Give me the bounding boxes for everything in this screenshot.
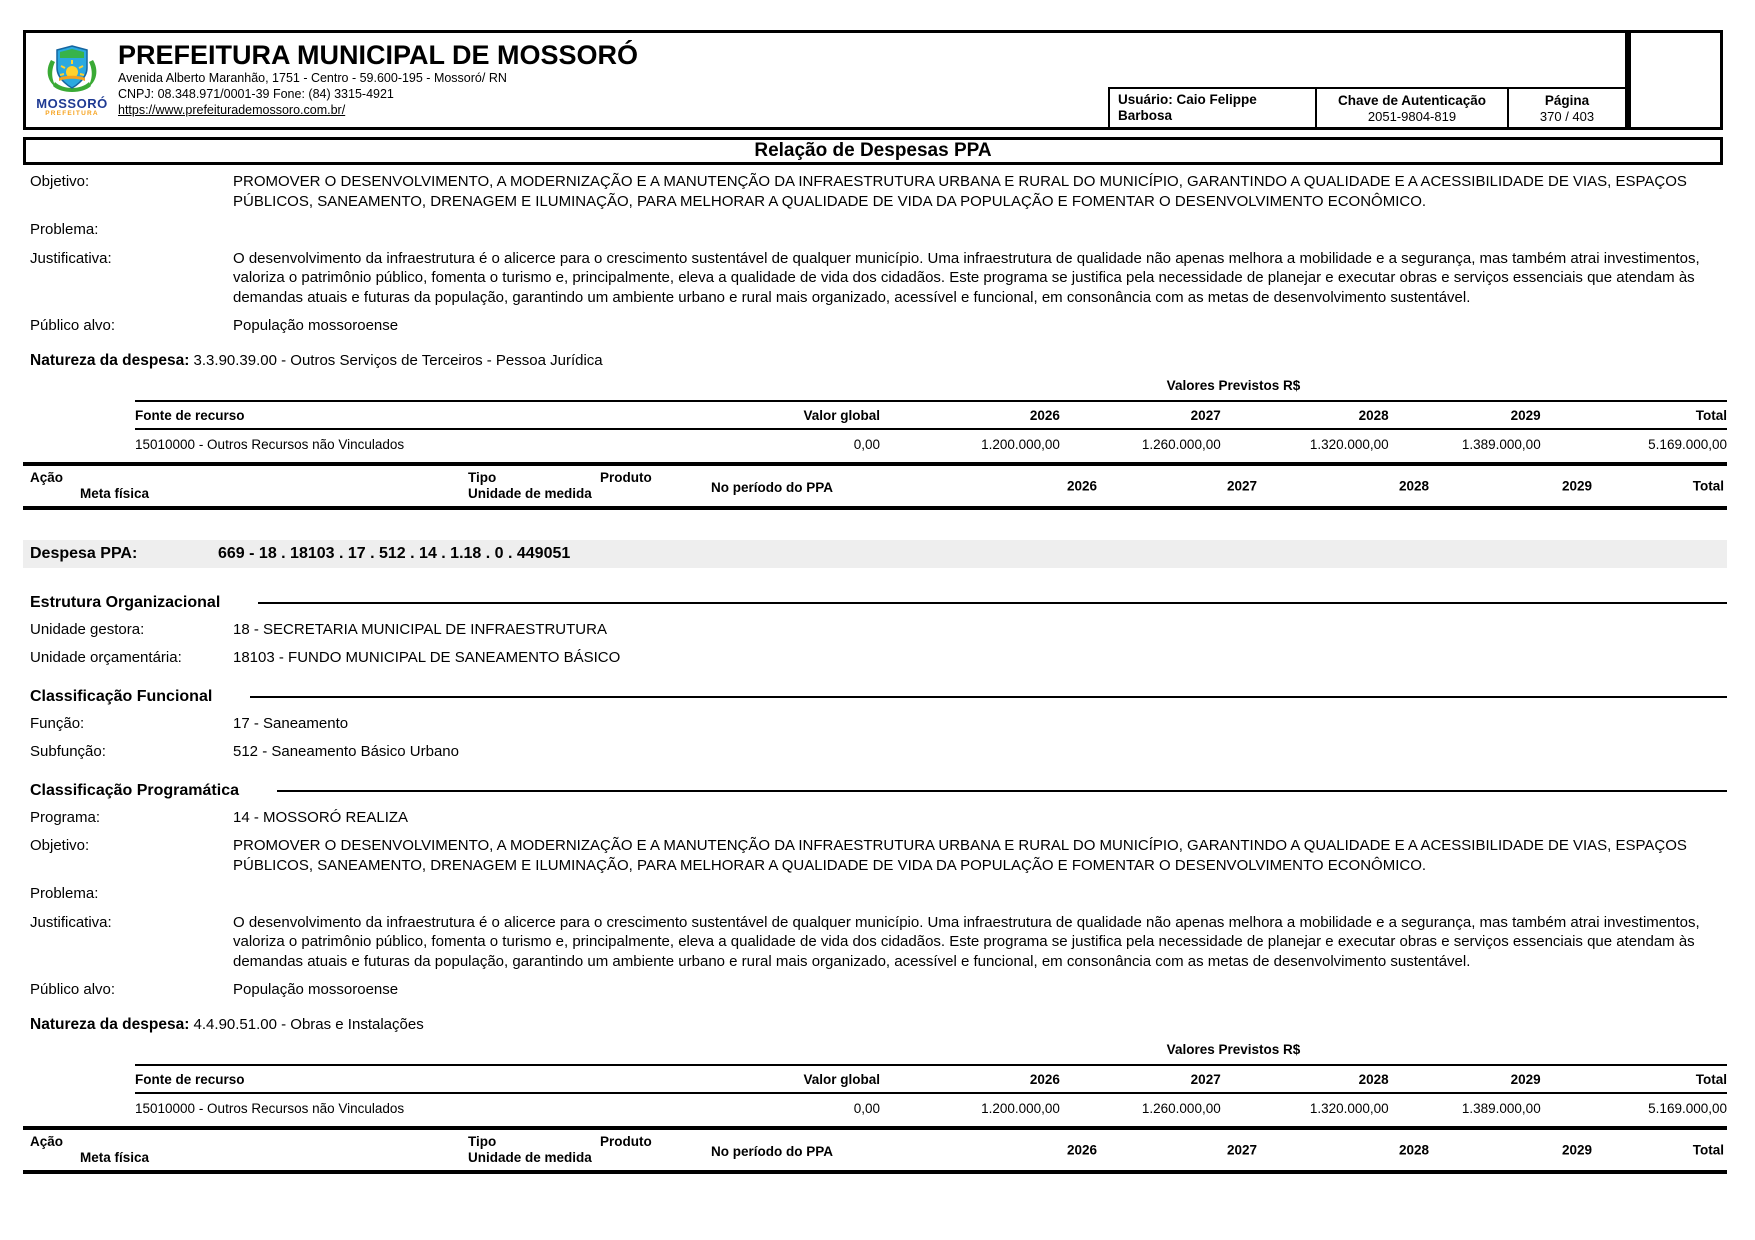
produto-label: Produto (600, 1133, 652, 1149)
funcao-label: Função: (30, 714, 85, 732)
objetivo-row (30, 172, 1703, 211)
user-cell (1108, 87, 1315, 127)
programa-value: 14 - MOSSORÓ REALIZA (233, 808, 409, 826)
objetivo-row-2 (30, 836, 1703, 875)
acao-year-2029: 2029 (1561, 1142, 1593, 1157)
justificativa-row (30, 249, 1703, 308)
cell-valor-global: 0,00 (853, 436, 881, 452)
valores-header-row (135, 401, 1727, 429)
cell-2028: 1.320.000,00 (1309, 1100, 1389, 1116)
table-row (135, 1093, 1727, 1124)
justificativa-value: O desenvolvimento da infraestrutura é o alicerce para o crescimento sustentável de qualquer município. Uma infraestrutura de qualidade não apenas melhora a mobilidade e a segurança, mas também atrai investimentos, valoriza o patrimônio público, fomenta o turismo e, principalmente, eleva a qualidade de vida dos cidadãos. Este programa se justifica pela necessidade de planejar e executar obras e serviços essenciais que atendam às demandas atuais e futuras da população, garantindo um ambiente urbano e rural mais organizado, acessível e funcional, em consonância com as metas de desenvolvimento sustentável. (233, 249, 1700, 306)
report-title-bar (23, 137, 1723, 165)
justificativa-label: Justificativa: (30, 913, 112, 931)
objetivo-value: PROMOVER O DESENVOLVIMENTO, A MODERNIZAÇÃO E A MANUTENÇÃO DA INFRAESTRUTURA URBANA E RURAL DO MUNICÍPIO, GARANTINDO A QUALIDADE E A ACESSIBILIDADE DE VIAS, ESPAÇOS PÚBLICOS, SANEAMENTO, DRENAGEM E ILUMINAÇÃO, PARA MELHORAR A QUALIDADE DE VIDA DA POPULAÇÃO E FOMENTAR O DESENVOLVIMENTO ECONÔMICO. (233, 837, 1687, 874)
programa-row (30, 808, 1703, 828)
cell-2026: 1.200.000,00 (981, 436, 1060, 452)
logo-subtitle-text: PREFEITURA (45, 110, 99, 117)
auth-key-label: Chave de Autenticação (1337, 92, 1487, 108)
cell-2027: 1.260.000,00 (1141, 1100, 1221, 1116)
org-name: PREFEITURA MUNICIPAL DE MOSSORÓ (118, 40, 639, 70)
acao-year-2028: 2028 (1398, 1142, 1430, 1157)
report-body (0, 172, 1755, 1174)
col-header-2026: 2026 (1029, 407, 1060, 423)
acao-year-2026: 2026 (1066, 1142, 1098, 1157)
section-programatica-title: Classificação Programática (30, 781, 239, 799)
cell-2026: 1.200.000,00 (981, 1100, 1060, 1116)
publico-alvo-row (30, 316, 1703, 336)
header-empty-box (1628, 30, 1723, 130)
section-rule (250, 696, 1727, 698)
auth-key-value: 2051-9804-819 (1367, 108, 1457, 124)
report-title: Relação de Despesas PPA (754, 140, 992, 161)
cell-2029: 1.389.000,00 (1461, 1100, 1541, 1116)
subfuncao-value: 512 - Saneamento Básico Urbano (233, 743, 459, 760)
header-box (23, 30, 1628, 130)
auth-key-cell (1315, 87, 1507, 127)
cell-2027: 1.260.000,00 (1141, 436, 1221, 452)
cell-2029: 1.389.000,00 (1461, 436, 1541, 452)
valores-caption-1: Valores Previstos R$ (1166, 377, 1301, 393)
unidade-medida-label: Unidade de medida (468, 1149, 592, 1165)
problema-label: Problema: (30, 885, 99, 902)
acao-year-2029: 2029 (1561, 478, 1593, 493)
meta-fisica-label: Meta física (80, 485, 150, 501)
unidade-orcamentaria-label: Unidade orçamentária: (30, 649, 182, 666)
city-crest-icon (41, 44, 103, 96)
acao-total-label: Total (1692, 1142, 1724, 1157)
funcao-value: 17 - Saneamento (233, 714, 349, 732)
objetivo-label: Objetivo: (30, 173, 90, 190)
acao-year-2026: 2026 (1066, 478, 1098, 493)
city-logo (26, 33, 118, 127)
unidade-gestora-value: 18 - SECRETARIA MUNICIPAL DE INFRAESTRUTURA (233, 620, 607, 638)
objetivo-value: PROMOVER O DESENVOLVIMENTO, A MODERNIZAÇÃO E A MANUTENÇÃO DA INFRAESTRUTURA URBANA E RURAL DO MUNICÍPIO, GARANTINDO A QUALIDADE E A ACESSIBILIDADE DE VIAS, ESPAÇOS PÚBLICOS, SANEAMENTO, DRENAGEM E ILUMINAÇÃO, PARA MELHORAR A QUALIDADE DE VIDA DA POPULAÇÃO E FOMENTAR O DESENVOLVIMENTO ECONÔMICO. (233, 173, 1687, 210)
problema-row (30, 220, 1703, 240)
problema-value (233, 884, 1703, 904)
acao-year-2028: 2028 (1398, 478, 1430, 493)
natureza-despesa-1 (30, 351, 1703, 370)
acao-year-2027: 2027 (1226, 478, 1258, 493)
col-header-valor-global: Valor global (803, 1071, 881, 1087)
acao-header-1 (23, 462, 1727, 510)
valores-table-2 (135, 1041, 1727, 1124)
valores-header-row (135, 1065, 1727, 1093)
justificativa-value: O desenvolvimento da infraestrutura é o alicerce para o crescimento sustentável de qualquer município. Uma infraestrutura de qualidade não apenas melhora a mobilidade e a segurança, mas também atrai investimentos, valoriza o patrimônio público, fomenta o turismo e, principalmente, eleva a qualidade de vida dos cidadãos. Este programa se justifica pela necessidade de planejar e executar obras e serviços essenciais que atendam às demandas atuais e futuras da população, garantindo um ambiente urbano e rural mais organizado, acessível e funcional, em consonância com as metas de desenvolvimento sustentável. (233, 913, 1700, 970)
cell-total: 5.169.000,00 (1648, 436, 1727, 452)
natureza-despesa-2 (30, 1015, 1703, 1034)
acao-total-label: Total (1692, 478, 1724, 493)
page-number-value: 370 / 403 (1539, 108, 1595, 124)
produto-label: Produto (600, 469, 652, 485)
section-programatica (30, 782, 1727, 800)
col-header-valor-global: Valor global (803, 407, 881, 423)
unidade-gestora-label: Unidade gestora: (30, 620, 145, 638)
problema-label: Problema: (30, 221, 99, 238)
org-cnpj-phone: CNPJ: 08.348.971/0001-39 Fone: (84) 3315-4921 (118, 87, 394, 101)
publico-alvo-label: Público alvo: (30, 317, 116, 334)
natureza-despesa-2-value: 4.4.90.51.00 - Obras e Instalações (193, 1015, 424, 1033)
valores-table-1 (135, 377, 1727, 460)
section-rule (258, 602, 1727, 604)
col-header-2026: 2026 (1029, 1071, 1060, 1087)
page-number-cell (1507, 87, 1625, 127)
natureza-despesa-2-label: Natureza da despesa: (30, 1015, 190, 1033)
acao-header-2 (23, 1126, 1727, 1174)
page-number-label: Página (1544, 92, 1590, 108)
valores-caption-2: Valores Previstos R$ (1166, 1041, 1301, 1057)
cell-total: 5.169.000,00 (1648, 1100, 1727, 1116)
tipo-label: Tipo (468, 469, 497, 485)
tipo-label: Tipo (468, 1133, 497, 1149)
publico-alvo-value: População mossoroense (233, 981, 399, 998)
section-estrutura-title: Estrutura Organizacional (30, 593, 221, 611)
programa-label: Programa: (30, 808, 101, 826)
col-header-2029: 2029 (1510, 407, 1541, 423)
cell-fonte: 15010000 - Outros Recursos não Vinculados (135, 1100, 405, 1116)
justificativa-label: Justificativa: (30, 249, 112, 267)
header-meta-cells (1108, 87, 1625, 127)
section-funcional (30, 688, 1727, 706)
meta-fisica-label: Meta física (80, 1149, 150, 1165)
unidade-medida-label: Unidade de medida (468, 485, 592, 501)
logo-city-text: MOSSORÓ (36, 96, 108, 111)
acao-label: Ação (30, 1133, 64, 1149)
org-address: Avenida Alberto Maranhão, 1751 - Centro - 59.600-195 - Mossoró/ RN (118, 71, 507, 85)
publico-alvo-label: Público alvo: (30, 981, 116, 998)
natureza-despesa-1-value: 3.3.90.39.00 - Outros Serviços de Terceiros - Pessoa Jurídica (193, 351, 603, 369)
publico-alvo-value: População mossoroense (233, 317, 399, 334)
col-header-fonte: Fonte de recurso (135, 1071, 245, 1087)
unidade-orcamentaria-row (30, 648, 1703, 668)
user-name: Usuário: Caio Felippe Barbosa (1118, 92, 1257, 123)
col-header-2028: 2028 (1358, 407, 1389, 423)
acao-label: Ação (30, 469, 64, 485)
objetivo-label: Objetivo: (30, 837, 90, 854)
col-header-2029: 2029 (1510, 1071, 1541, 1087)
justificativa-row-2 (30, 913, 1703, 972)
problema-row-2 (30, 884, 1703, 904)
org-website-link[interactable]: https://www.prefeiturademossoro.com.br/ (118, 103, 346, 117)
despesa-ppa-label: Despesa PPA: (30, 544, 138, 562)
periodo-ppa-label: No período do PPA (711, 479, 833, 495)
despesa-ppa-bar (23, 540, 1727, 568)
col-header-2027: 2027 (1190, 407, 1221, 423)
col-header-fonte: Fonte de recurso (135, 407, 245, 423)
subfuncao-row (30, 742, 1703, 762)
funcao-row (30, 714, 1703, 734)
section-rule (277, 790, 1727, 792)
page-header (23, 30, 1723, 130)
publico-alvo-row-2 (30, 980, 1703, 1000)
org-info (118, 33, 638, 127)
unidade-orcamentaria-value: 18103 - FUNDO MUNICIPAL DE SANEAMENTO BÁSICO (233, 649, 621, 666)
natureza-despesa-1-label: Natureza da despesa: (30, 351, 190, 369)
col-header-2028: 2028 (1358, 1071, 1389, 1087)
unidade-gestora-row (30, 620, 1703, 640)
section-estrutura (30, 594, 1727, 612)
periodo-ppa-label: No período do PPA (711, 1143, 833, 1159)
cell-2028: 1.320.000,00 (1309, 436, 1389, 452)
subfuncao-label: Subfunção: (30, 743, 106, 760)
cell-fonte: 15010000 - Outros Recursos não Vinculados (135, 436, 405, 452)
col-header-total: Total (1695, 1071, 1727, 1087)
col-header-2027: 2027 (1190, 1071, 1221, 1087)
acao-year-2027: 2027 (1226, 1142, 1258, 1157)
section-funcional-title: Classificação Funcional (30, 687, 213, 705)
despesa-ppa-value: 669 - 18 . 18103 . 17 . 512 . 14 . 1.18 . 0 . 449051 (218, 544, 571, 562)
table-row (135, 429, 1727, 460)
col-header-total: Total (1695, 407, 1727, 423)
problema-value (233, 220, 1703, 240)
cell-valor-global: 0,00 (853, 1100, 881, 1116)
